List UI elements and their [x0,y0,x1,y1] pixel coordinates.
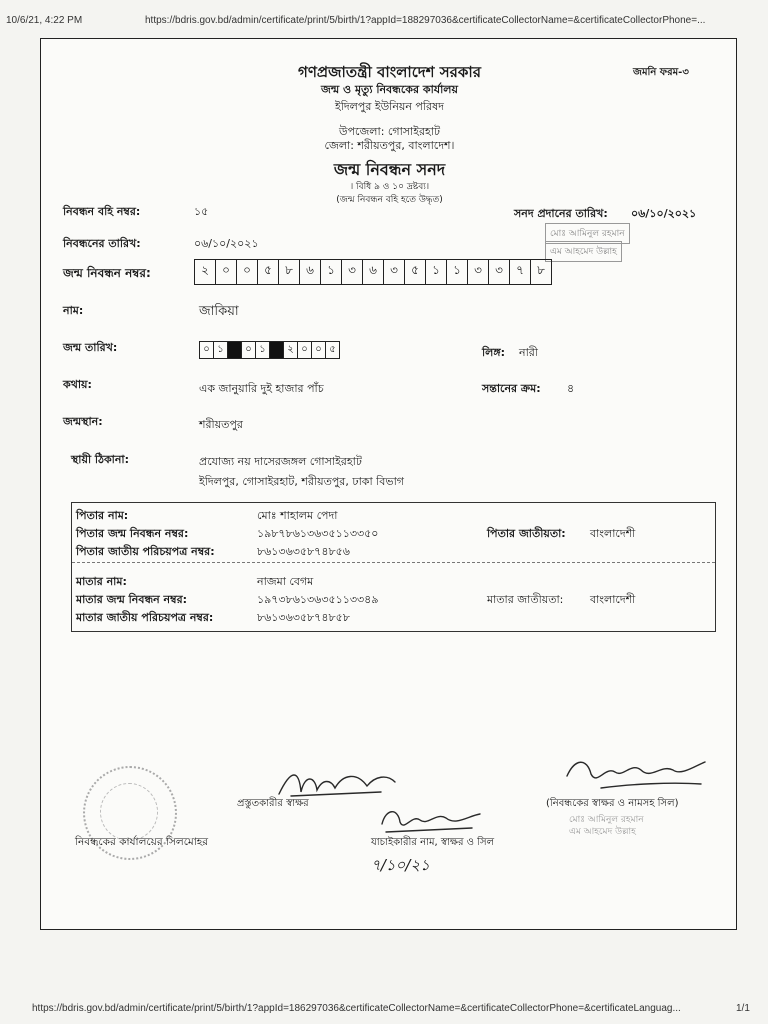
reg-digit: ৮ [279,260,300,284]
faded-stamp-1: মোঃ আমিনুল রহমান [545,223,630,244]
print-url-bottom: https://bdris.gov.bd/admin/certificate/print/5/birth/1?appId=186297036&certificateCollectorName=&certificateCollectorPhone=&certificateLanguag... [32,1003,681,1014]
reg-digit: ৬ [363,260,384,284]
district-name: জেলা: শরীয়তপুর, বাংলাদেশ। [324,139,455,152]
reg-digit: ১ [321,260,342,284]
office-seal-label: নিবন্ধকের কার্যালয়ের সিলমোহর [75,836,209,848]
verifier-signature [376,804,486,836]
dob-digit: ১ [214,342,228,358]
reg-digit: ৫ [405,260,426,284]
certificate [40,38,737,930]
father-nid-label: পিতার জাতীয় পরিচয়পত্র নম্বর: [76,545,215,558]
dob-separator [228,342,242,358]
reg-date-label: নিবন্ধনের তারিখ: [63,237,141,250]
reg-digit: ২ [195,260,216,284]
dob-digit: ৫ [329,343,336,355]
reg-digit: ৩ [342,260,363,284]
reg-digit: ১ [447,260,468,284]
issue-date-label: সনদ প্রদানের তারিখ: [514,207,608,220]
registrar-signature [561,754,711,794]
name-value: জাকিয়া [199,304,239,319]
union-name: ইদিলপুর ইউনিয়ন পরিষদ [335,100,444,113]
father-name-label: পিতার নাম: [76,509,129,522]
address-label: স্থায়ী ঠিকানা: [71,453,129,466]
mother-name-value: নাজমা বেগম [257,575,314,588]
faded-stamp-text: মোঃ আমিনুল রহমান [569,815,644,825]
dob-digit: ০ [298,342,312,358]
print-url-top: https://bdris.gov.bd/admin/certificate/print/5/birth/1?appId=188297036&certificateCollectorName=&certificateCollectorPhone=... [145,15,706,26]
dob-digit: ২ [284,342,298,358]
issue-date-value: ০৬/১০/২০২১ [631,207,697,220]
dob-digit: ০ [312,342,326,358]
faded-stamp-2: এম আহমেদ উল্লাহ [545,241,622,262]
divider [72,562,715,563]
mother-nid-value: ৮৬১৩৬৩৫৮৭৪৮৫৮ [257,611,350,624]
in-words-label: কথায়: [63,378,92,391]
office-name: জন্ম ও মৃত্যু নিবন্ধকের কার্যালয় [321,83,458,96]
father-nationality-label: পিতার জাতীয়তা: [487,527,566,540]
dob-digit: ০ [200,342,214,358]
child-order-value: ৪ [567,382,575,395]
reg-digit: ১ [426,260,447,284]
dob-digit: ১ [256,342,270,358]
print-timestamp: 10/6/21, 4:22 PM [6,15,83,26]
address-line2: ইদিলপুর, গোসাইরহাট, শরীয়তপুর, ঢাকা বিভাগ [199,475,405,488]
reg-digit: ৭ [510,260,531,284]
verifier-label: যাচাইকারীর নাম, স্বাক্ষর ও সিল [371,837,495,848]
reg-digit: ৬ [300,260,321,284]
dob-label: জন্ম তারিখ: [63,341,118,354]
reg-digit: ৮ [537,263,545,277]
father-nationality-value: বাংলাদেশী [590,527,636,540]
child-order-label: সন্তানের ক্রম: [482,382,541,395]
book-no-value: ১৫ [194,205,209,218]
reg-no-boxes [194,259,552,285]
birthplace-label: জন্মস্থান: [63,415,103,428]
mother-reg-label: মাতার জন্ম নিবন্ধন নম্বর: [76,593,188,606]
upazila-name: উপজেলা: গোসাইরহাট [339,125,440,138]
gender-label: লিঙ্গ: [482,346,506,359]
in-words-value: এক জানুয়ারি দুই হাজার পাঁচ [199,382,324,395]
mother-nationality-value: বাংলাদেশী [590,593,636,606]
name-label: নাম: [63,304,84,317]
certificate-title: জন্ম নিবন্ধন সনদ [333,160,446,179]
reg-digit: ৩ [489,260,510,284]
father-nid-value: ৮৬১৩৬৩৫৮৭৪৮৫৬ [257,545,350,558]
reg-no-label: জন্ম নিবন্ধন নম্বর: [63,266,151,280]
parents-section [71,502,716,632]
father-reg-value: ১৯৮৭৮৬১৩৬৩৫১১৩৩৫০ [257,527,379,540]
reg-date-value: ০৬/১০/২০২১ [194,237,259,250]
preparer-label: প্রস্তুতকারীর স্বাক্ষর [237,798,309,809]
reg-digit: ০ [216,260,237,284]
dob-boxes [199,341,340,359]
registrar-stamp-faded [569,814,644,838]
address-line1: প্রযোজ্য নয় দাসেরজঙ্গল গোসাইরহাট [199,455,362,468]
dob-separator [270,342,284,358]
govt-title: গণপ্রজাতন্ত্রী বাংলাদেশ সরকার [298,63,481,81]
reg-digit: ০ [237,260,258,284]
mother-name-label: মাতার নাম: [76,575,127,588]
reg-digit: ৫ [258,260,279,284]
verify-date: ৭/১০/২১ [371,856,430,874]
print-page-count: 1/1 [736,1003,750,1014]
birthplace-value: শরীয়তপুর [199,418,243,431]
reg-digit: ৩ [468,260,489,284]
father-reg-label: পিতার জন্ম নিবন্ধন নম্বর: [76,527,189,540]
form-number: জমনি ফরম-৩ [633,67,689,78]
reg-digit: ৩ [384,260,405,284]
rule-reference: । বিধি ৯ ও ১০ দ্রষ্টব্য। [349,182,430,192]
extract-note: (জন্ম নিবন্ধন বহি হতে উদ্ধৃত) [336,195,443,205]
faded-stamp-text: এম আহমেদ উল্লাহ [569,827,636,837]
father-name-value: মোঃ শাহালম পেদা [257,509,338,522]
mother-reg-value: ১৯৭৩৮৬১৩৬৩৫১১৩৩৪৯ [257,593,379,606]
registrar-label: (নিবন্ধকের স্বাক্ষর ও নামসহ সিল) [546,798,679,809]
mother-nationality-label: মাতার জাতীয়তা: [487,593,564,606]
dob-digit: ০ [242,342,256,358]
mother-nid-label: মাতার জাতীয় পরিচয়পত্র নম্বর: [76,611,214,624]
gender-value: নারী [519,346,538,359]
book-no-label: নিবন্ধন বহি নম্বর: [63,205,141,218]
